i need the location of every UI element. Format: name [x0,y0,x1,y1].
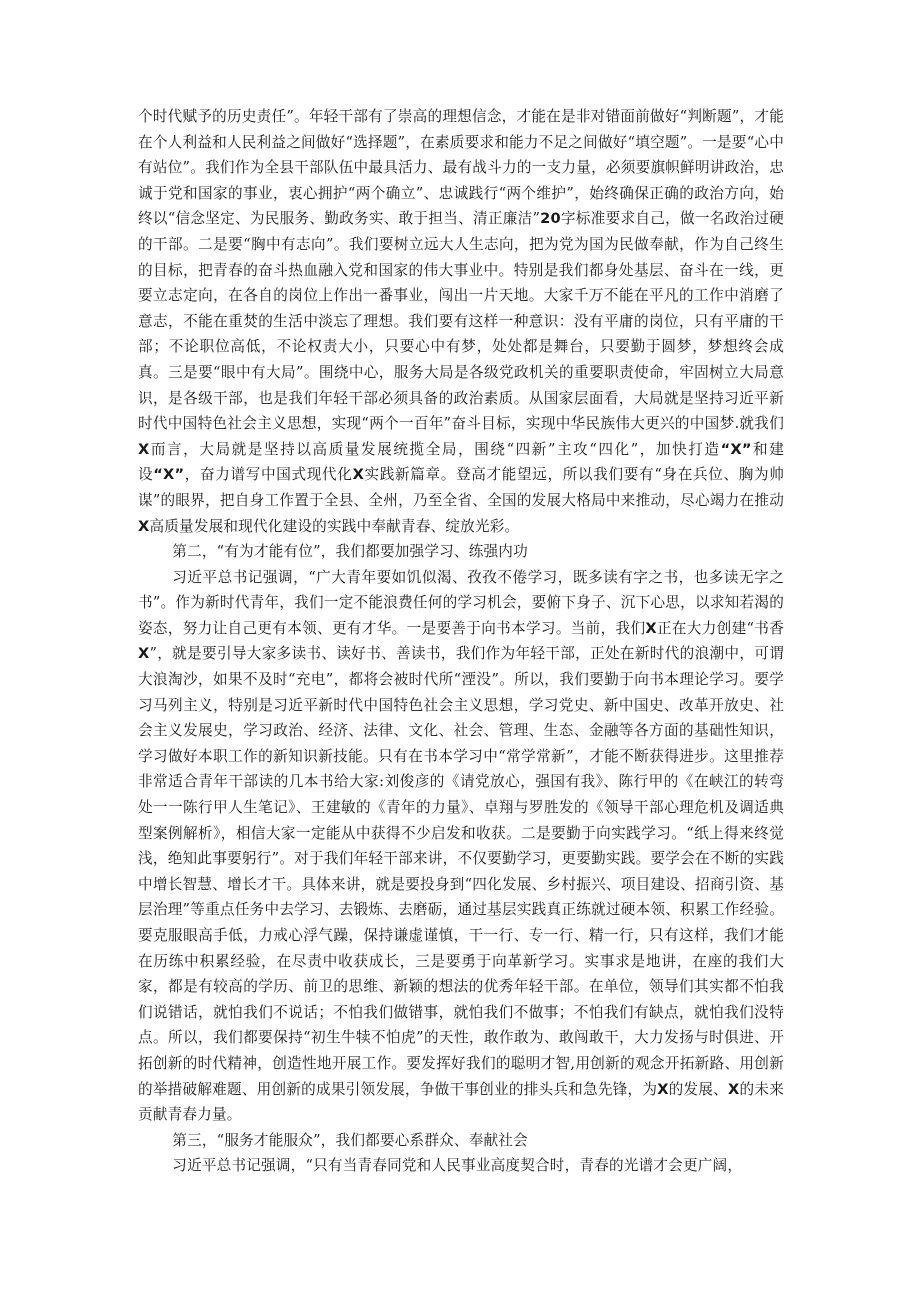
paragraph-service: 习近平总书记强调，“只有当青春同党和人民事业高度契合时，青春的光谱才会更广阔， [172,1157,743,1175]
section-heading-2: 第二，“有为才能有位”，我们都要加强学习、练强内功 [172,543,528,561]
document-page [138,104,784,1179]
paragraph-continuation: 个时代赋予的历史责任”。年轻干部有了崇高的理想信念，才能在是非对错面前做好“判断题”，才能在个人利益和人民利益之间做好“选择题”，在素质要求和能力不足之间做好“填空题”。一是要“心中有站位”。我们作为全县干部队伍中最具活力、最有战斗力的一支力量，必须要旗帜鲜明讲政治，忠诚于党和国家的事业，衷心拥护“两个确立”、忠诚践行“两个维护”，始终确保正确的政治方向，始终以“信念坚定、为民服务、勤政务实、敢于担当、清正廉洁”20字标准要求自己，做一名政治过硬的干部。二是要“胸中有志向”。我们要树立远大人生志向，把为党为国为民做奉献，作为自己终生的目标，把青春的奋斗热血融入党和国家的伟大事业中。特别是我们都身处基层、奋斗在一线，更要立志定向，在各自的岗位上作出一番事业，闯出一片天地。大家千万不能在平凡的工作中消磨了意志，不能在重焚的生活中淡忘了理想。我们要有这样一种意识：没有平庸的岗位，只有平庸的干部；不论职位高低，不论权责大小，只要心中有梦，处处都是舞台，只要勤于圆梦，梦想终会成真。三是要“眼中有大局”。围绕中心，服务大局是各级党政机关的重要职责使命，牢固树立大局意识，是各级干部，也是我们年轻干部必须具备的政治素质。从国家层面看，大局就是坚持习近平新时代中国特色社会主义思想，实现“两个一百年”奋斗目标，实现中华民族伟大更兴的中国梦.就我们X而言，大局就是坚持以高质量发展统揽全局，围绕“四新”主攻“四化”，加快打造“X”和建设“X”，奋力谱写中国式现代化X实践新篇章。登高才能望远，所以我们要有“身在兵位、胸为帅谋”的眼界，把自身工作置于全县、全州，乃至全省、全国的发展大格局中来推动，尽心竭力在推动X高质量发展和现代化建设的实践中奉献青春、绽放光彩。 [138,108,785,535]
section-heading-3: 第三，“服务才能服众”，我们都要心系群众、奉献社会 [172,1131,528,1149]
paragraph-study: 习近平总书记强调，“广大青年要如饥似渴、孜孜不倦学习，既多读有字之书，也多读无字之书”。作为新时代青年，我们一定不能浪费任何的学习机会，要俯下身子、沉下心思，以求知若渴的姿态，努力让自己更有本领、更有才华。一是要善于向书本学习。当前，我们X正在大力创建“书香X”，就是要引导大家多读书、读好书、善读书，我们作为年轻干部，正处在新时代的浪潮中，可谓大浪淘沙，如果不及时“充电”，都将会被时代所“湮没”。所以，我们要勤于向书本理论学习。要学习马列主义，特别是习近平新时代中国特色社会主义思想，学习党史、新中国史、改革开放史、社会主义发展史，学习政治、经济、法律、文化、社会、管理、生态、金融等各方面的基础性知识，学习做好本职工作的新知识新技能。只有在书本学习中“常学常新”，才能不断获得进步。这里推荐非常适合青年干部读的几本书给大家:刘俊彦的《请党放心，强国有我》、陈行甲的《在峡江的转弯处一一陈行甲人生笔记》、王建敏的《青年的力量》、卓翔与罗胜发的《领导干部心理危机及调适典型案例解析》，相信大家一定能从中获得不少启发和收获。二是要勤于向实践学习。“纸上得来终觉浅，绝知此事要躬行”。对于我们年轻干部来讲，不仅要勤学习，更要勤实践。要学会在不断的实践中增长智慧、增长才干。具体来讲，就是要投身到“四化发展、乡村振兴、项目建设、招商引资、基层治理”等重点任务中去学习、去锻炼、去磨砺，通过基层实践真正练就过硬本领、积累工作经验。要克服眼高手低，力戒心浮气躁，保持谦虚谨慎，干一行、专一行、精一行，只有这样，我们才能在历练中积累经验，在尽责中收获成长，三是要勇于向革新学习。实事求是地讲，在座的我们大家，都是有较高的学历、前卫的思维、新颖的想法的优秀年轻干部。在单位，领导们其实都不怕我们说错话，就怕我们不说话；不怕我们做错事，就怕我们不做事；不怕我们有缺点，就怕我们没特点。所以，我们都要保持“初生牛犊不怕虎”的天性，敢作敢为、敢闯敢干，大力发扬与时俱进、开拓创新的时代精神，创造性地开展工作。要发挥好我们的聪明才智,用创新的观念开拓新路、用创新的举措破解难题、用创新的成果引领发展，争做干事创业的排头兵和急先锋，为X的发展、X的未来贡献青春力量。 [138,568,784,1124]
